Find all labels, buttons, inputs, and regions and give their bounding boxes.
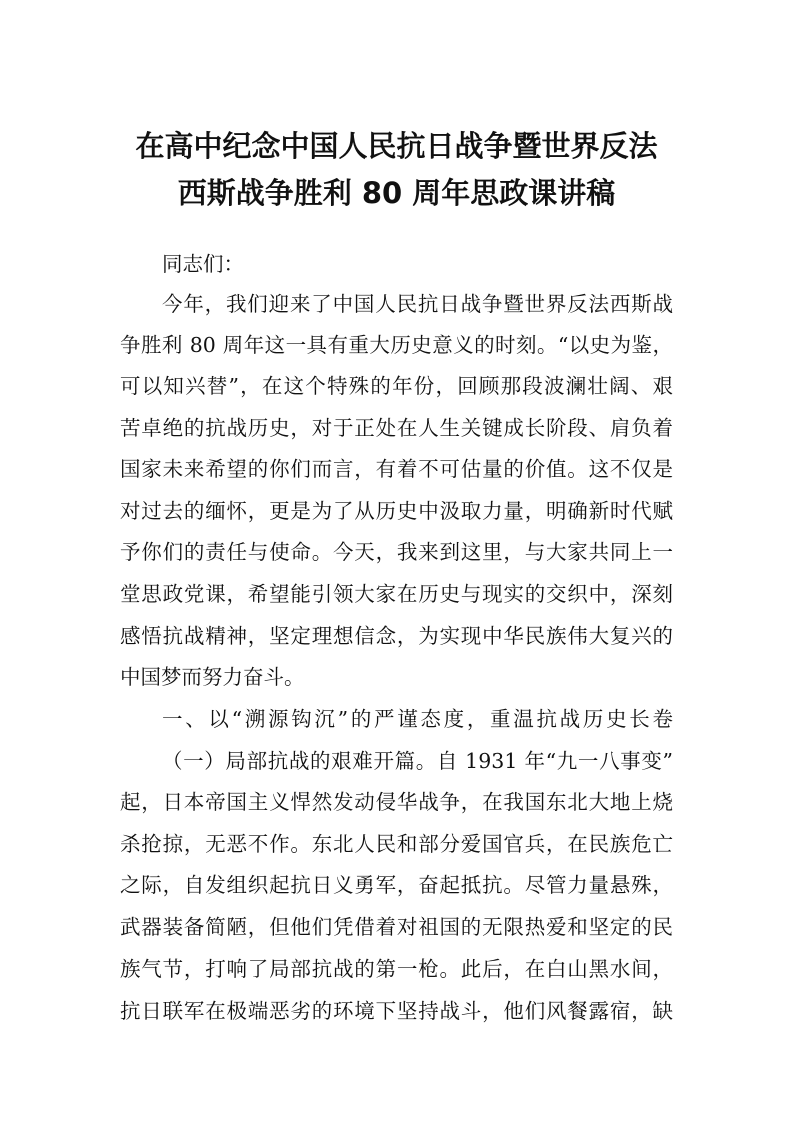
paragraph-2-line: 族气节，打响了局部抗战的第一枪。此后，在白山黑水间， (120, 957, 673, 981)
paragraph-2-line: （一）局部抗战的艰难开篇。自 1931 年“九一八事变” (162, 749, 673, 773)
paragraph-1-line: 可以知兴替”，在这个特殊的年份，回顾那段波澜壮阔、艰 (120, 374, 673, 398)
paragraph-1-line: 国家未来希望的你们而言，有着不可估量的价值。这不仅是 (120, 457, 673, 481)
paragraph-2-line: 杀抢掠，无恶不作。东北人民和部分爱国官兵，在民族危亡 (120, 832, 673, 856)
paragraph-1-line: 堂思政党课，希望能引领大家在历史与现实的交织中，深刻 (120, 582, 673, 606)
paragraph-1-line: 感悟抗战精神，坚定理想信念，为实现中华民族伟大复兴的 (120, 624, 673, 648)
paragraph-1-line: 中国梦而努力奋斗。 (120, 665, 305, 689)
title-line-2: 西斯战争胜利 80 周年思政课讲稿 (177, 176, 616, 210)
paragraph-1-line: 今年，我们迎来了中国人民抗日战争暨世界反法西斯战 (162, 292, 673, 316)
paragraph-1-line: 争胜利 80 周年这一具有重大历史意义的时刻。“以史为鉴， (120, 333, 673, 357)
section-1-heading: 一、以“溯源钩沉”的严谨态度，重温抗战历史长卷 (162, 707, 673, 731)
title-line-1: 在高中纪念中国人民抗日战争暨世界反法 (135, 129, 658, 163)
paragraph-2-line: 之际，自发组织起抗日义勇军，奋起抵抗。尽管力量悬殊， (120, 873, 673, 897)
paragraph-2-line: 起，日本帝国主义悍然发动侵华战争，在我国东北大地上烧 (120, 790, 673, 814)
paragraph-1-line: 予你们的责任与使命。今天，我来到这里，与大家共同上一 (120, 540, 673, 564)
paragraph-1-line: 对过去的缅怀，更是为了从历史中汲取力量，明确新时代赋 (120, 499, 673, 523)
paragraph-2-line: 抗日联军在极端恶劣的环境下坚持战斗，他们风餐露宿，缺 (120, 999, 673, 1023)
paragraph-1-line: 苦卓绝的抗战历史，对于正处在人生关键成长阶段、肩负着 (120, 416, 673, 440)
salutation: 同志们： (162, 252, 244, 276)
paragraph-2-line: 武器装备简陋，但他们凭借着对祖国的无限热爱和坚定的民 (120, 915, 673, 939)
